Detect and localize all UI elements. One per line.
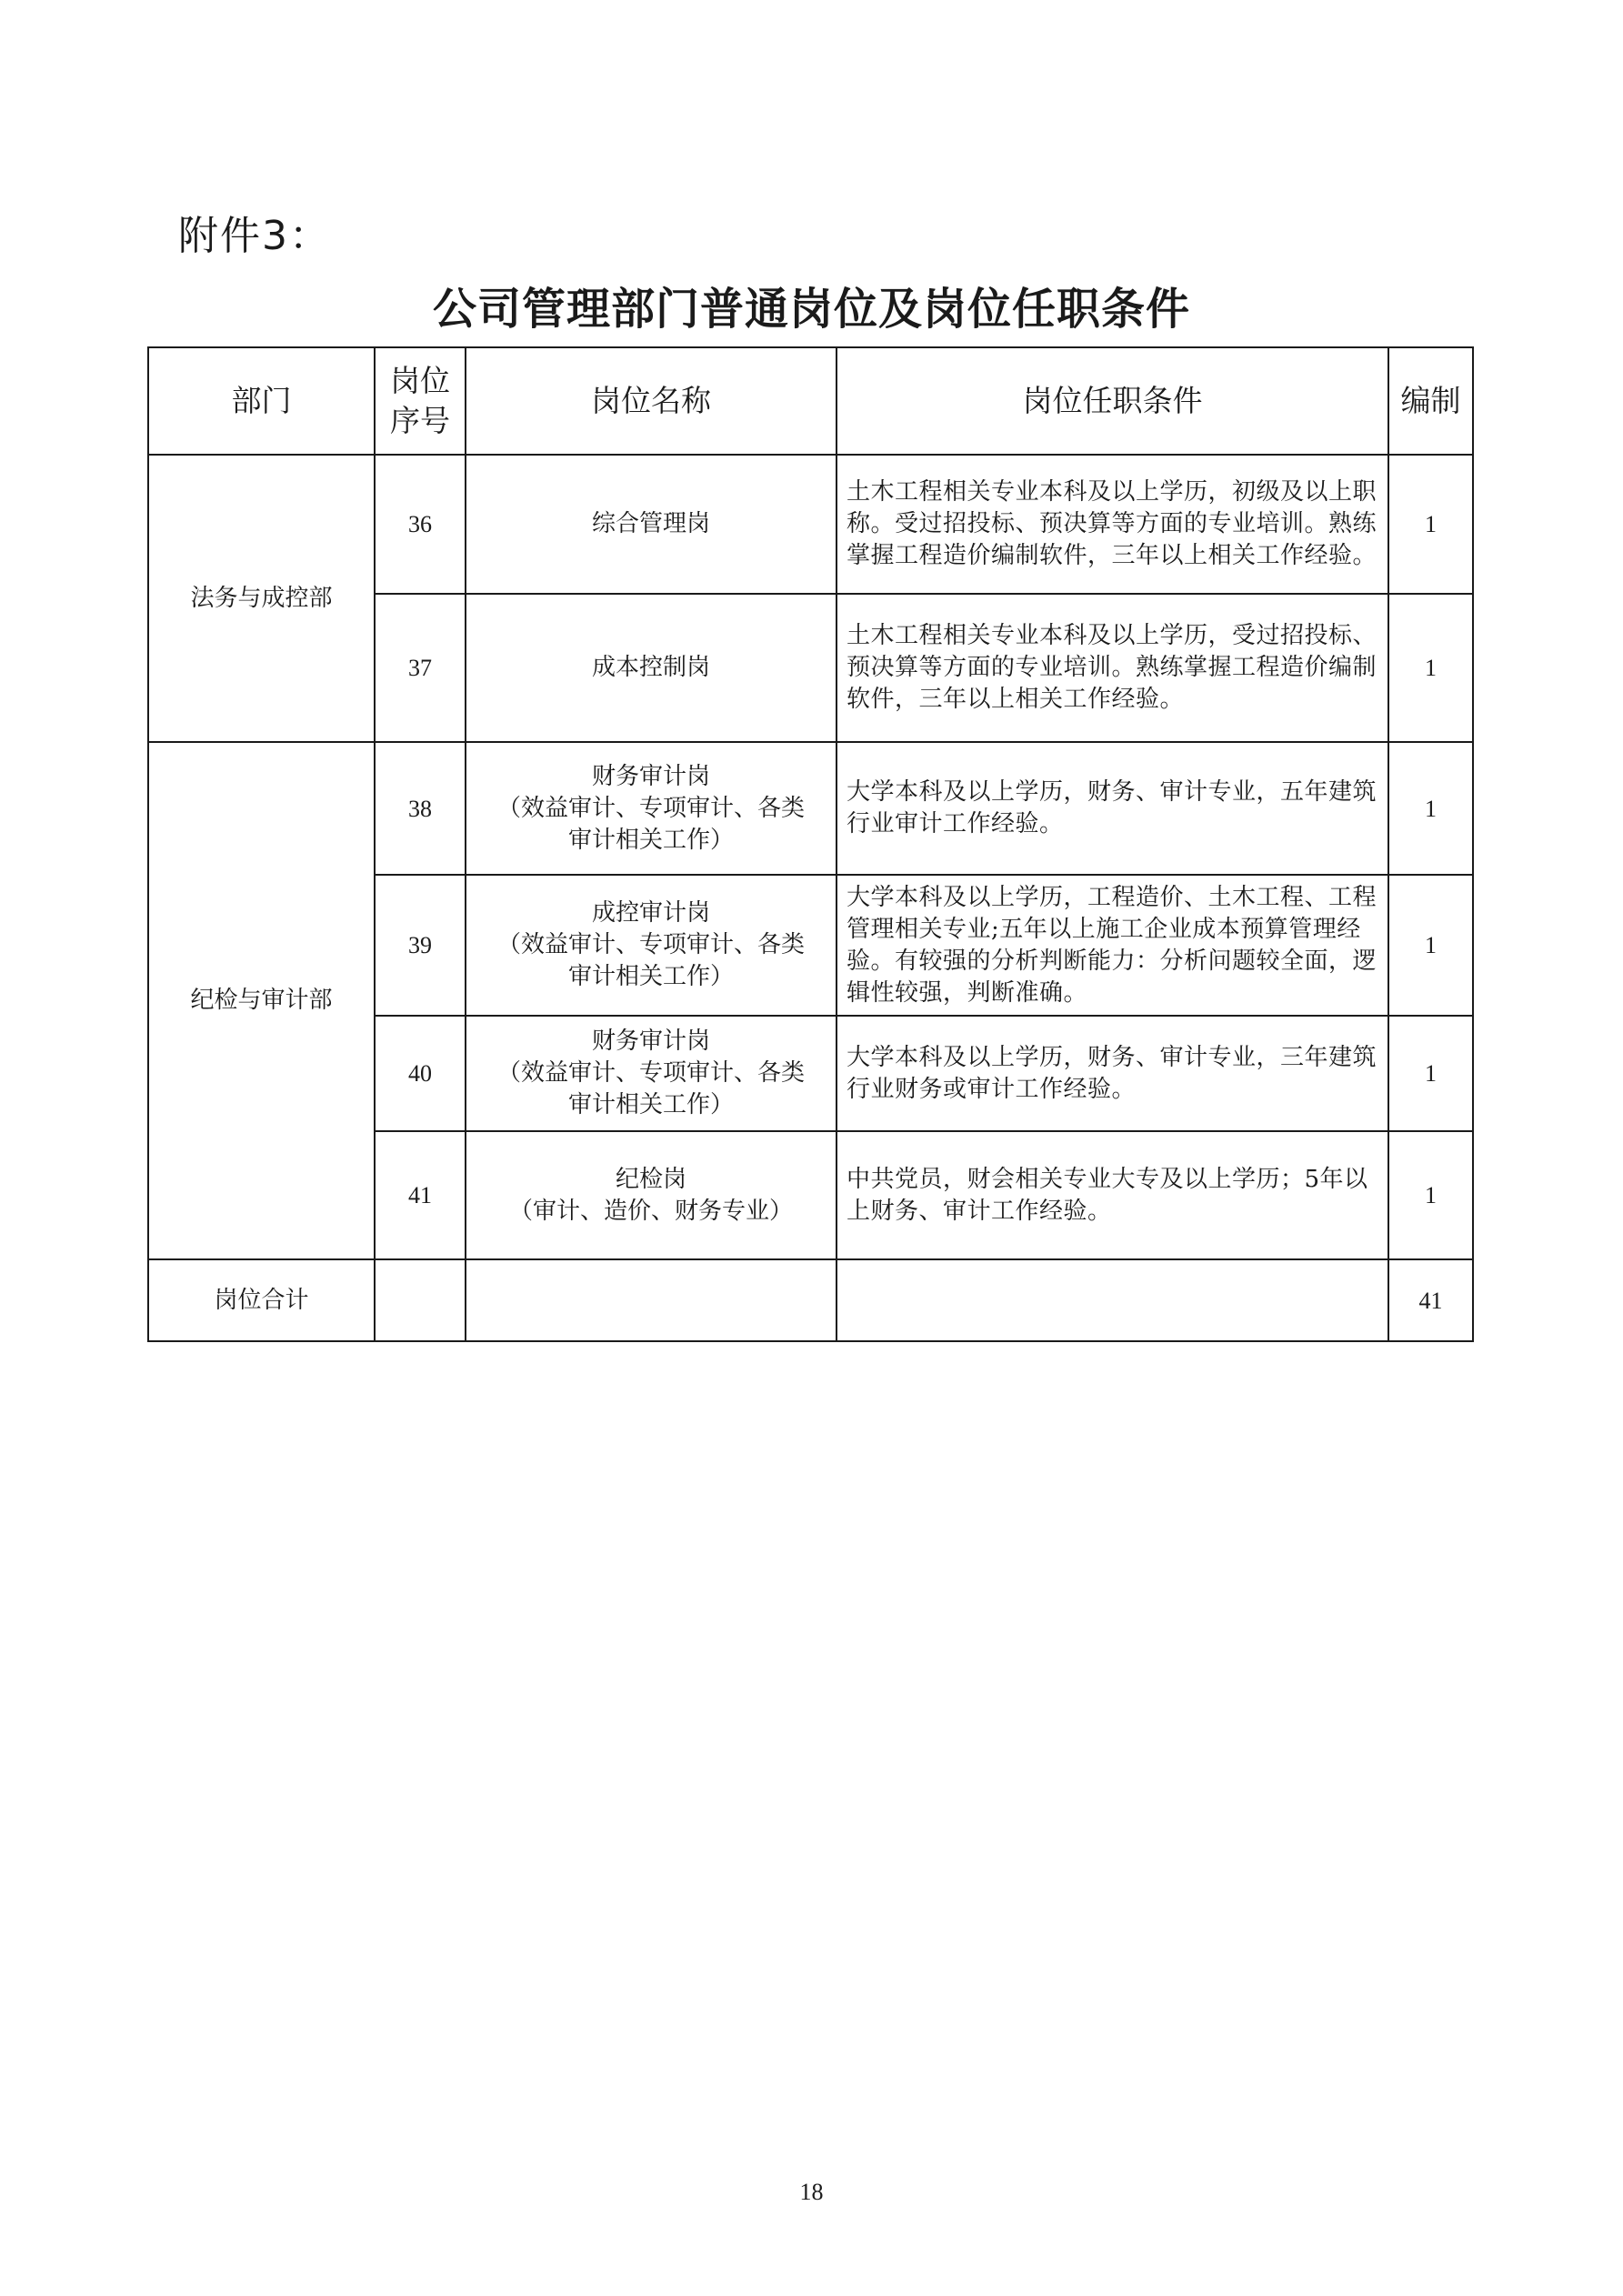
requirements-cell: 大学本科及以上学历，财务、审计专业，三年建筑行业财务或审计工作经验。 [837,1016,1388,1131]
position-name-line: 审计相关工作） [567,1091,734,1118]
attachment-label: 附件3： [178,213,331,259]
department-cell: 纪检与审计部 [148,742,375,1259]
table-row [148,742,1473,875]
header-department: 部门 [148,347,375,455]
requirements-cell: 大学本科及以上学历，工程造价、土木工程、工程管理相关专业;五年以上施工企业成本预算管理经验。有较强的分析判断能力：分析问题较全面，逻辑性较强，判断准确。 [837,875,1388,1016]
position-name-line: （效益审计、专项审计、各类 [496,794,805,822]
position-name-line: （效益审计、专项审计、各类 [496,931,805,958]
positions-table [147,346,1474,1342]
total-label-cell: 岗位合计 [148,1259,375,1341]
position-name-cell [466,1131,837,1259]
position-seq-cell: 36 [375,455,466,594]
position-seq-cell: 38 [375,742,466,875]
position-name-line: 财务审计岗 [591,762,710,790]
position-name-line: 审计相关工作） [567,826,734,854]
position-name-line: 成本控制岗 [591,654,710,681]
header-requirements: 岗位任职条件 [837,347,1388,455]
position-name-line: 审计相关工作） [567,963,734,990]
position-name-cell [466,875,837,1016]
position-name-cell [466,1016,837,1131]
empty-cell [375,1259,466,1341]
table-total-row [148,1259,1473,1341]
position-seq-cell: 39 [375,875,466,1016]
empty-cell [466,1259,837,1341]
position-seq-cell: 37 [375,594,466,742]
headcount-cell: 1 [1388,594,1473,742]
document-title: 公司管理部门普通岗位及岗位任职条件 [432,284,1190,335]
position-seq-cell: 41 [375,1131,466,1259]
headcount-cell: 1 [1388,875,1473,1016]
empty-cell [837,1259,1388,1341]
headcount-cell: 1 [1388,455,1473,594]
requirements-cell: 土木工程相关专业本科及以上学历，受过招投标、预决算等方面的专业培训。熟练掌握工程造价编制软件，三年以上相关工作经验。 [837,594,1388,742]
position-name-line: 财务审计岗 [591,1028,710,1055]
position-name-line: 综合管理岗 [591,510,710,537]
requirements-cell: 中共党员，财会相关专业大专及以上学历；5年以上财务、审计工作经验。 [837,1131,1388,1259]
requirements-cell: 大学本科及以上学历，财务、审计专业，五年建筑行业审计工作经验。 [837,742,1388,875]
header-position-name: 岗位名称 [466,347,837,455]
headcount-cell: 1 [1388,1131,1473,1259]
table-header-row [148,347,1473,455]
requirements-cell: 土木工程相关专业本科及以上学历，初级及以上职称。受过招投标、预决算等方面的专业培训。熟练掌握工程造价编制软件，三年以上相关工作经验。 [837,455,1388,594]
headcount-cell: 1 [1388,1016,1473,1131]
position-name-line: 成控审计岗 [591,899,710,927]
header-position-seq [375,347,466,455]
position-name-line: 纪检岗 [615,1165,686,1193]
header-seq-line1: 岗位 [390,363,450,398]
page-number: 18 [799,2179,824,2205]
header-headcount: 编制 [1388,347,1473,455]
position-seq-cell: 40 [375,1016,466,1131]
header-seq-line2: 序号 [390,403,450,438]
position-name-line: （效益审计、专项审计、各类 [496,1059,805,1087]
position-name-line: （审计、造价、财务专业） [508,1197,793,1225]
total-headcount-cell: 41 [1388,1259,1473,1341]
headcount-cell: 1 [1388,742,1473,875]
position-name-cell [466,455,837,594]
position-name-cell [466,742,837,875]
table-row [148,455,1473,594]
department-cell: 法务与成控部 [148,455,375,742]
position-name-cell [466,594,837,742]
